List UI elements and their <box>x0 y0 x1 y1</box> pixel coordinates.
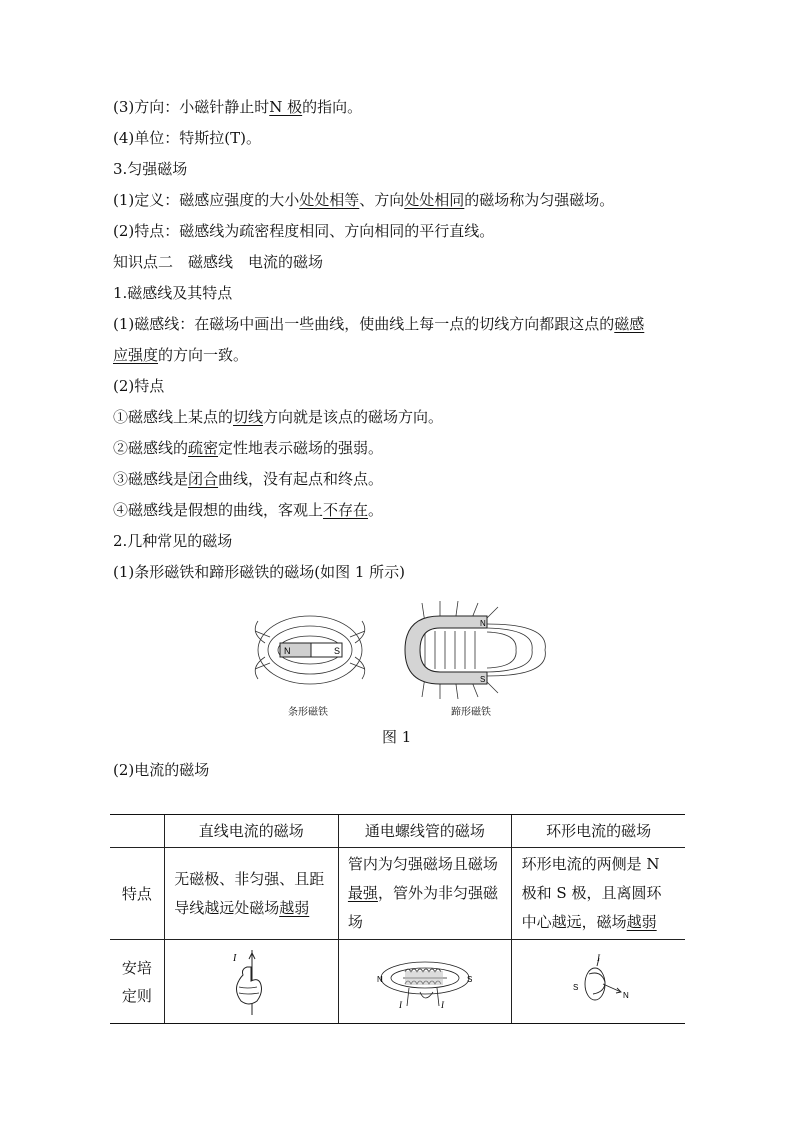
table-header-row <box>110 815 685 848</box>
north-label: N <box>284 646 291 656</box>
text-magnets-intro: (1)条形磁铁和蹄形磁铁的磁场(如图 1 所示) <box>113 563 406 581</box>
underlined-term: 越弱 <box>279 898 310 917</box>
magnet-field-diagram <box>250 593 550 718</box>
current-field-table <box>110 814 685 1024</box>
cell-text <box>522 850 676 937</box>
cell-text <box>348 850 502 937</box>
underlined-term: 切线 <box>233 408 264 426</box>
text-segment: 、方向 <box>359 191 405 209</box>
current-label: I <box>398 999 402 1010</box>
table-cell <box>164 848 338 940</box>
text-segment: ，管外为非匀强磁场 <box>347 884 498 931</box>
header-cell: 环形电流的磁场 <box>512 815 685 848</box>
north-label: N <box>480 619 486 628</box>
text-segment: 的磁场称为匀强磁场。 <box>464 191 615 209</box>
underlined-term: N 极 <box>269 98 303 116</box>
south-label: S <box>334 646 341 656</box>
text-features-heading: (2)特点 <box>113 377 165 395</box>
underlined-term: 越弱 <box>626 913 657 931</box>
header-cell: 直线电流的磁场 <box>164 815 338 848</box>
current-label: I <box>440 999 444 1010</box>
text-current-field-heading: (2)电流的磁场 <box>113 761 210 779</box>
table-cell <box>338 940 512 1024</box>
text-segment: ③磁感线是 <box>113 470 189 488</box>
text-feature-3 <box>113 469 383 489</box>
table-cell <box>164 940 338 1024</box>
table-row <box>110 848 685 940</box>
table-cell <box>338 848 512 940</box>
text-field-line-definition-cont <box>113 345 248 365</box>
caption-horseshoe-magnet: 蹄形磁铁 <box>451 707 491 718</box>
text-uniform-definition <box>113 190 614 210</box>
table-cell <box>512 848 685 940</box>
heading-common-fields: 2.几种常见的磁场 <box>113 532 233 550</box>
text-uniform-feature: (2)特点：磁感线为疏密程度相同、方向相同的平行直线。 <box>113 222 495 240</box>
caption-bar-magnet: 条形磁铁 <box>288 707 328 718</box>
text-segment: 。 <box>368 501 384 519</box>
underlined-term: 处处相同 <box>404 191 465 209</box>
north-label: N <box>622 990 629 1000</box>
text-segment: 的方向一致。 <box>158 346 249 364</box>
solenoid-icon <box>375 952 475 1012</box>
text-segment: 方向就是该点的磁场方向。 <box>263 408 444 426</box>
heading-uniform-field: 3.匀强磁场 <box>113 160 188 178</box>
underlined-term: 最强 <box>347 884 378 902</box>
south-label: S <box>466 974 473 984</box>
current-label: I <box>596 952 600 963</box>
table-cell <box>512 940 685 1024</box>
text-segment: (1)定义：磁感应强度的大小 <box>113 191 300 209</box>
text-segment: (1)磁感线：在磁场中画出一些曲线，使曲线上每一点的切线方向都跟这点的 <box>113 315 615 333</box>
row-label-line: 定则 <box>121 986 152 1005</box>
text-segment: 的指向。 <box>302 98 363 116</box>
underlined-term: 磁感 <box>614 315 645 333</box>
underlined-term: 疏密 <box>188 439 219 457</box>
underlined-term: 应强度 <box>113 346 159 364</box>
text-feature-1 <box>113 407 443 427</box>
row-label-line: 安培 <box>121 958 152 977</box>
underlined-term: 不存在 <box>323 501 369 519</box>
text-segment: ①磁感线上某点的 <box>113 408 234 426</box>
text-segment: 管内为匀强磁场且磁场 <box>347 855 498 873</box>
figure-title: 图 1 <box>382 728 412 746</box>
current-label: I <box>233 952 237 964</box>
underlined-term: 处处相等 <box>299 191 360 209</box>
text-segment: 无磁极、非匀强、且距导线越远处磁场 <box>174 869 325 917</box>
header-cell <box>110 815 164 848</box>
text-segment: 定性地表示磁场的强弱。 <box>218 439 384 457</box>
south-label: S <box>572 982 578 992</box>
text-segment: ②磁感线的 <box>113 439 189 457</box>
north-label: N <box>376 974 383 984</box>
heading-field-lines: 1.磁感线及其特点 <box>113 284 233 302</box>
row-label: 特点 <box>110 848 164 940</box>
figure-magnets <box>250 593 550 718</box>
header-cell: 通电螺线管的磁场 <box>338 815 512 848</box>
heading-knowledge-point-2: 知识点二 磁感线 电流的磁场 <box>113 253 324 271</box>
text-segment: (3)方向：小磁针静止时 <box>113 98 270 116</box>
right-hand-straight-wire-icon <box>221 947 281 1017</box>
south-label: S <box>480 675 486 684</box>
text-direction <box>113 97 362 117</box>
text-segment: 曲线，没有起点和终点。 <box>218 470 384 488</box>
text-segment: ④磁感线是假想的曲线，客观上 <box>113 501 324 519</box>
text-unit: (4)单位：特斯拉(T)。 <box>113 129 261 147</box>
cell-text <box>174 865 328 923</box>
row-label <box>110 940 164 1024</box>
underlined-term: 闭合 <box>188 470 219 488</box>
text-feature-4 <box>113 500 383 520</box>
table-row <box>110 940 685 1024</box>
text-segment: 环形电流的两侧是 N 极和 S 极，且离圆环中心越远，磁场 <box>521 855 662 931</box>
text-feature-2 <box>113 438 383 458</box>
text-field-line-definition <box>113 314 644 334</box>
loop-current-icon <box>559 952 639 1012</box>
